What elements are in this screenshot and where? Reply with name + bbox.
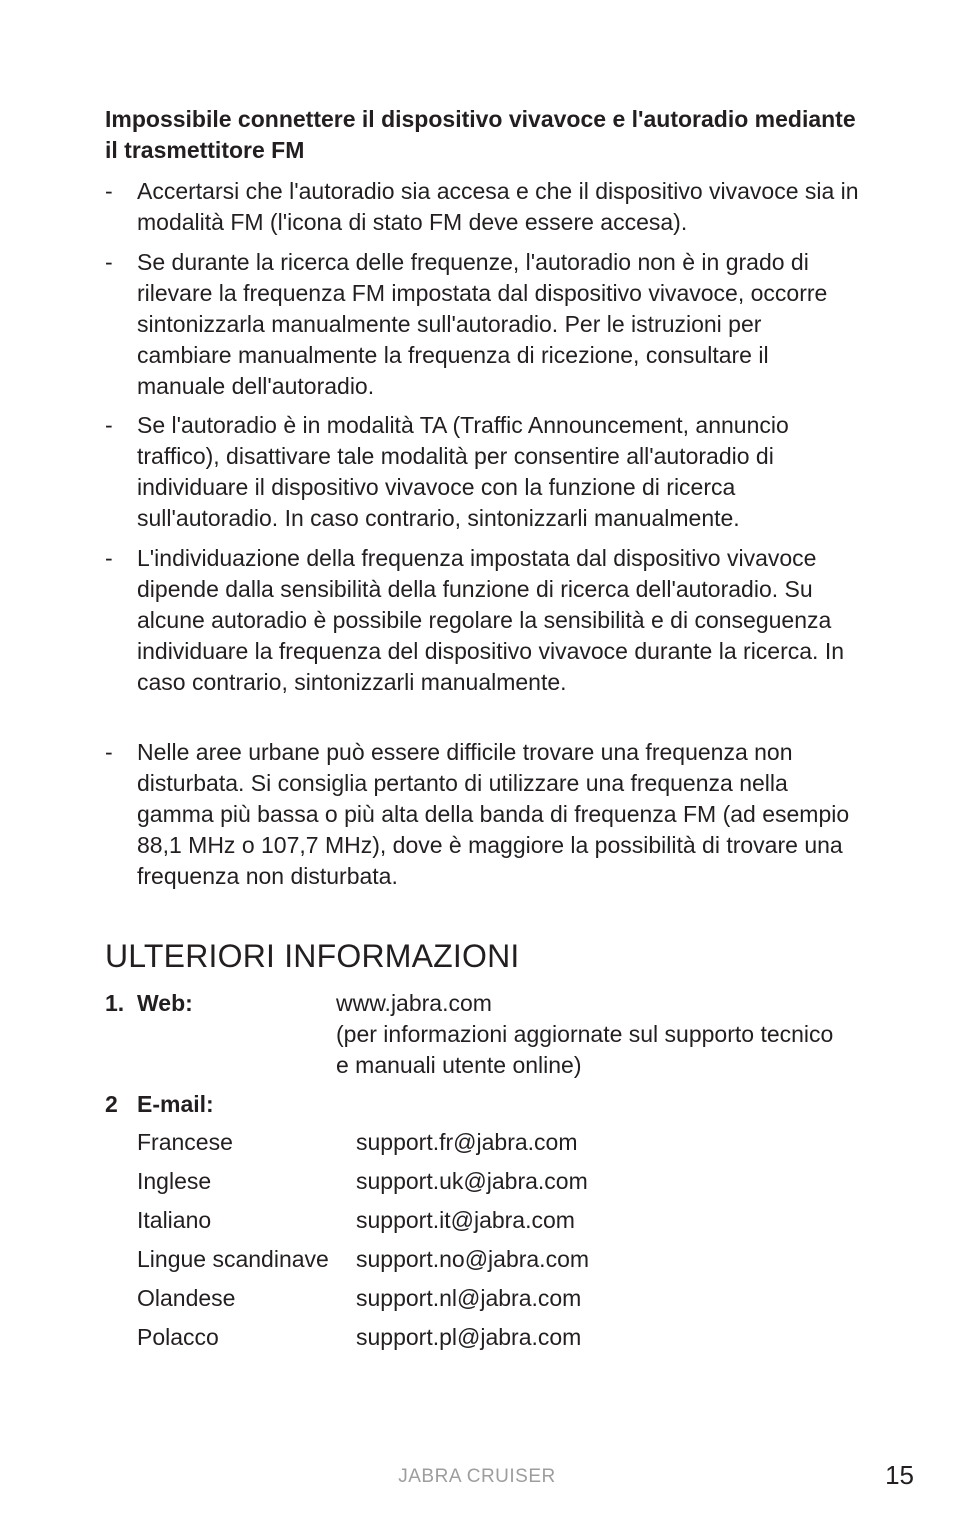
email-row <box>137 1244 857 1283</box>
email-address-link[interactable]: support.fr@jabra.com <box>356 1129 578 1155</box>
list-item-text: Nelle aree urbane può essere difficile trovare una frequenza non disturbata. Si consiglia pertanto di utilizzare una frequenza nella gamma più bassa o più alta della banda di frequenza FM (ad esempio 88,1 MHz o 107,7 MHz), dove è maggiore la possibilità di trovare una frequenza non disturbata. <box>137 739 850 889</box>
list-item-text: Se l'autoradio è in modalità TA (Traffic Announcement, annuncio traffico), disattivare tale modalità per consentire all'autoradio di individuare il dispositivo vivavoce con la funzione di ricerca sull'autoradio. In caso contrario, sintonizzarli manualmente. <box>137 412 789 531</box>
email-language: Lingue scandinave <box>137 1246 329 1272</box>
troubleshooting-heading: Impossibile connettere il dispositivo vivavoce e l'autoradio mediante il trasmettitore FM <box>105 106 856 163</box>
email-row <box>137 1127 857 1166</box>
bullet-dash: - <box>105 249 113 275</box>
email-address-link[interactable]: support.no@jabra.com <box>356 1246 590 1272</box>
email-language: Inglese <box>137 1168 212 1194</box>
list-item-text: Accertarsi che l'autoradio sia accesa e che il dispositivo vivavoce sia in modalità FM (l'icona di stato FM deve essere accesa). <box>137 178 859 235</box>
email-row <box>137 1166 857 1205</box>
email-row <box>137 1322 857 1361</box>
web-description: (per informazioni aggiornate sul supporto tecnico e manuali utente online) <box>336 1021 834 1078</box>
email-number: 2 <box>105 1091 118 1117</box>
web-number: 1. <box>105 990 125 1016</box>
bullet-dash: - <box>105 739 113 765</box>
bullet-dash: - <box>105 545 113 571</box>
email-language: Polacco <box>137 1324 219 1350</box>
email-address-link[interactable]: support.pl@jabra.com <box>356 1324 582 1350</box>
more-info-title: ULTERIORI INFORMAZIONI <box>105 938 520 974</box>
list-item-text: L'individuazione della frequenza impostata dal dispositivo vivavoce dipende dalla sensibilità della funzione di ricerca dell'autoradio. Su alcune autoradio è possibile regolare la sensibilità e di conseguenza individuare la frequenza del dispositivo vivavoce durante la ricerca. In caso contrario, sintonizzarli manualmente. <box>137 545 845 695</box>
list-item-text: Se durante la ricerca delle frequenze, l'autoradio non è in grado di rilevare la frequenza FM impostata dal dispositivo vivavoce, occorre sintonizzarla manualmente sull'autoradio. Per le istruzioni per cambiare manualmente la frequenza di ricezione, consultare il manuale dell'autoradio. <box>137 249 828 399</box>
bullet-dash: - <box>105 178 113 204</box>
email-address-link[interactable]: support.nl@jabra.com <box>356 1285 582 1311</box>
bullet-dash: - <box>105 412 113 438</box>
email-row <box>137 1283 857 1322</box>
page-number: 15 <box>885 1460 914 1490</box>
email-language: Italiano <box>137 1207 212 1233</box>
web-label: Web: <box>137 990 193 1016</box>
web-url-link[interactable]: www.jabra.com <box>336 990 492 1016</box>
email-label: E-mail: <box>137 1091 214 1117</box>
email-address-link[interactable]: support.uk@jabra.com <box>356 1168 588 1194</box>
email-language: Francese <box>137 1129 233 1155</box>
email-row <box>137 1205 857 1244</box>
email-address-link[interactable]: support.it@jabra.com <box>356 1207 575 1233</box>
footer-brand: JABRA CRUISER <box>398 1466 556 1487</box>
email-language: Olandese <box>137 1285 236 1311</box>
